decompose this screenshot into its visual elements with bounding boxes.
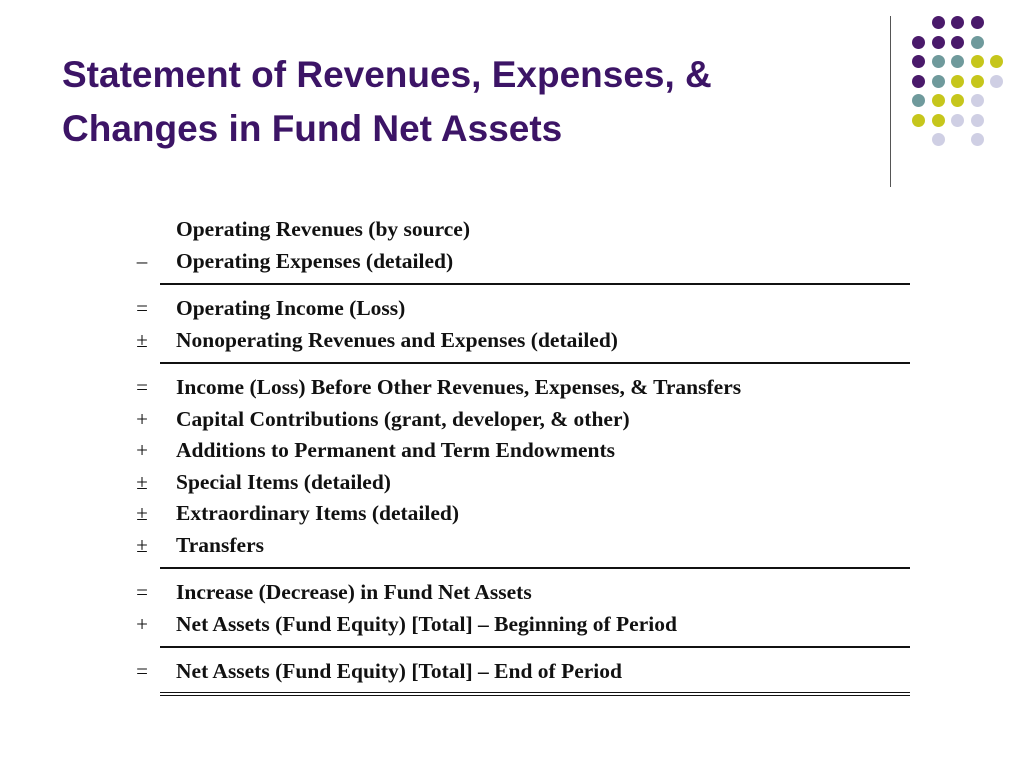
decorative-dot [951,16,964,29]
decorative-dot [971,55,984,68]
operator-symbol: ± [136,532,148,557]
decorative-dot [971,36,984,49]
statement-row [136,293,910,325]
decorative-dot [971,114,984,127]
statement-group [136,575,910,648]
line-item-label: Operating Expenses (detailed) [176,248,454,273]
line-item-label: Capital Contributions (grant, developer, & other) [176,406,630,431]
operator-symbol: + [136,611,148,636]
line-item-label: Income (Loss) Before Other Revenues, Expenses, & Transfers [176,375,742,399]
statement-row [136,467,910,499]
statement-group [136,291,910,364]
statement-group [136,370,910,569]
operator-symbol: ± [136,327,148,352]
title-line-1: Statement of Revenues, Expenses, & [62,54,712,95]
vertical-divider [890,16,891,187]
line-item-label: Operating Income (Loss) [176,296,406,320]
line-item-label: Operating Revenues (by source) [176,217,471,241]
decorative-dot [971,75,984,88]
line-item-label: Additions to Permanent and Term Endowments [176,438,616,462]
decorative-dot [912,94,925,107]
decorative-dot [971,133,984,146]
statement-group [136,212,910,285]
operator-symbol: = [136,580,148,604]
operator-symbol: + [136,438,148,462]
line-item-label: Net Assets (Fund Equity) [Total] – End of Period [176,659,622,683]
statement-row [136,609,910,641]
statement-row [136,577,910,609]
operator-symbol: + [136,406,148,431]
decorative-dot [990,55,1003,68]
statement-row [136,404,910,436]
decorative-dot [912,75,925,88]
operator-symbol: ± [136,501,148,525]
statement-row [136,530,910,562]
statement-row [136,435,910,467]
decorative-dot [932,16,945,29]
decorative-dot [932,55,945,68]
slide-title [62,48,712,156]
statement-row [136,498,910,530]
decorative-dot [971,94,984,107]
decorative-dot [951,75,964,88]
decorative-dot [971,16,984,29]
operator-symbol: – [136,248,148,273]
decorative-dot [932,36,945,49]
line-item-label: Special Items (detailed) [176,469,391,494]
statement-group [136,654,910,696]
decorative-dot [932,133,945,146]
decorative-dot [951,114,964,127]
statement-table [127,212,910,696]
decorative-dot [912,36,925,49]
title-line-2: Changes in Fund Net Assets [62,108,563,149]
decorative-dot [932,114,945,127]
decorative-dot [912,55,925,68]
line-item-label: Increase (Decrease) in Fund Net Assets [176,580,532,604]
decorative-dot [932,94,945,107]
operator-symbol: = [136,659,148,683]
operator-symbol: ± [136,469,148,494]
operator-symbol: = [136,375,148,399]
decorative-dot [912,114,925,127]
line-item-label: Nonoperating Revenues and Expenses (detailed) [176,327,618,352]
decorative-dot [951,36,964,49]
decorative-dot [932,75,945,88]
operator-symbol: = [136,296,148,320]
line-item-label: Net Assets (Fund Equity) [Total] – Beginning of Period [176,611,677,636]
line-item-label: Extraordinary Items (detailed) [176,501,460,525]
decorative-dot [951,94,964,107]
statement-row [136,656,910,688]
statement-row [160,214,910,246]
statement-row [136,325,910,357]
line-item-label: Transfers [176,532,264,557]
statement-row [136,246,910,278]
statement-row [136,372,910,404]
decorative-dot [990,75,1003,88]
decorative-dot [951,55,964,68]
